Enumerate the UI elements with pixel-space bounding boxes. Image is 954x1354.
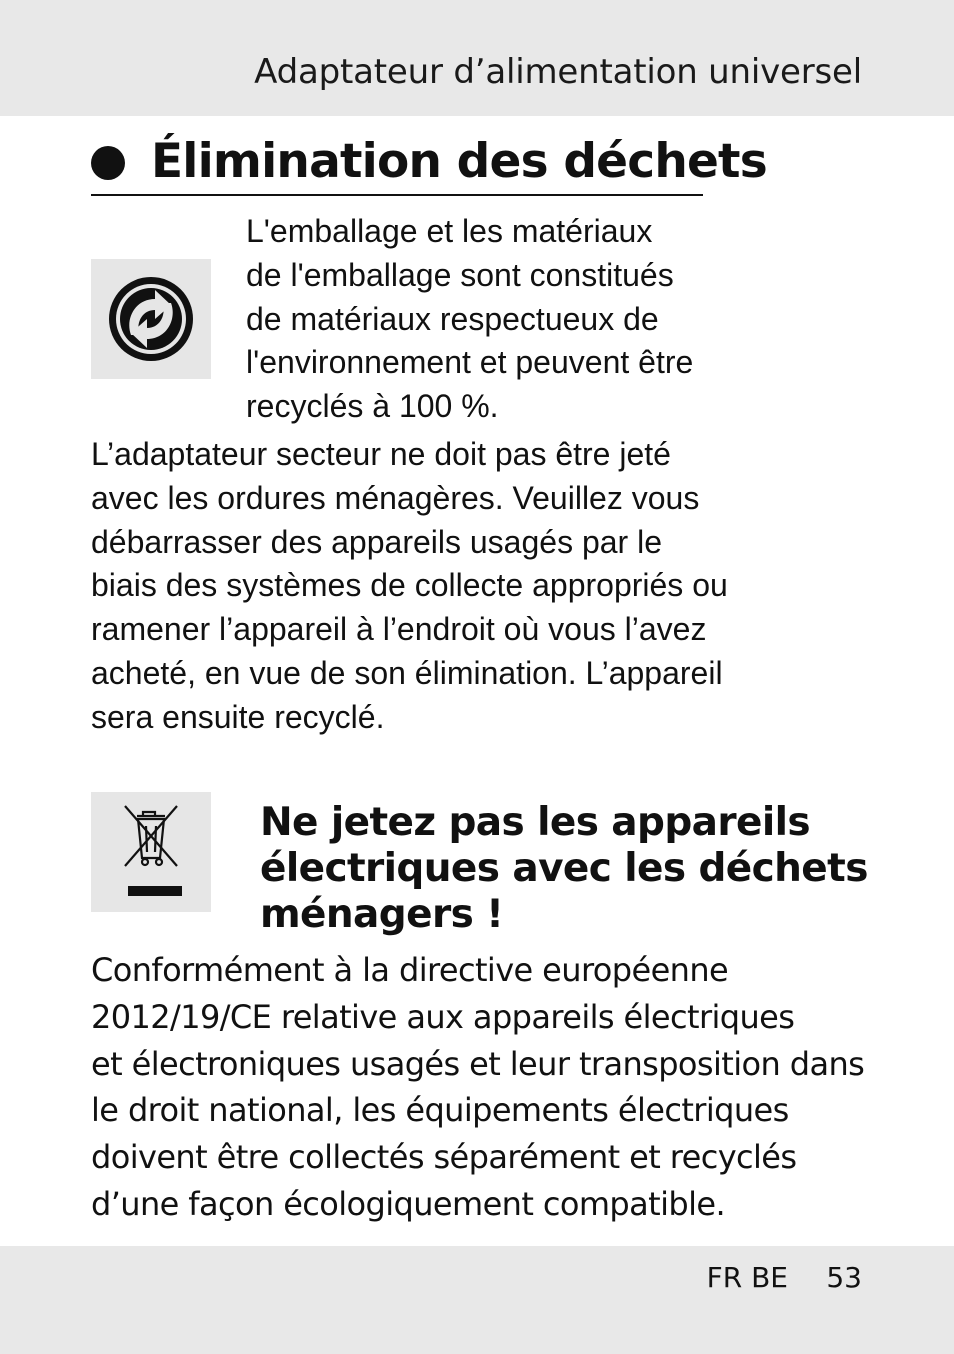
- footer-language: FR BE: [706, 1261, 788, 1294]
- weee-heading: Ne jetez pas les appareils électriques avec les déchets ménagers !: [260, 800, 868, 937]
- section-heading-text: Élimination des déchets: [151, 134, 767, 189]
- green-dot-recycling-icon: [91, 259, 211, 379]
- running-title: Adaptateur d’alimentation universel: [254, 52, 862, 92]
- weee-directive-text: Conformément à la directive européenne 2012/19/CE relative aux appareils électriques et électroniques usagés et leur transposition dans le droit national, les équipements électriques doivent être collectés séparément et recyclés d’une façon écologiquement compatible.: [91, 951, 865, 1223]
- footer-band: [0, 1246, 954, 1354]
- adapter-disposal-text: L’adaptateur secteur ne doit pas être jeté avec les ordures ménagères. Veuillez vous débarrasser des appareils usagés par le biais des systèmes de collecte appropriés ou ramener l’appareil à l’endroit où vous l’avez acheté, en vue de son élimination. L’appareil sera ensuite recyclé.: [91, 436, 728, 735]
- page-number: 53: [826, 1261, 862, 1294]
- packaging-text: L'emballage et les matériaux de l'emballage sont constitués de matériaux respectueux de l'environnement et peuvent être recyclés à 100 %.: [246, 213, 694, 425]
- crossed-out-wheelie-bin-icon: [91, 792, 211, 912]
- bullet-icon: [91, 146, 125, 180]
- section-heading: [91, 134, 767, 196]
